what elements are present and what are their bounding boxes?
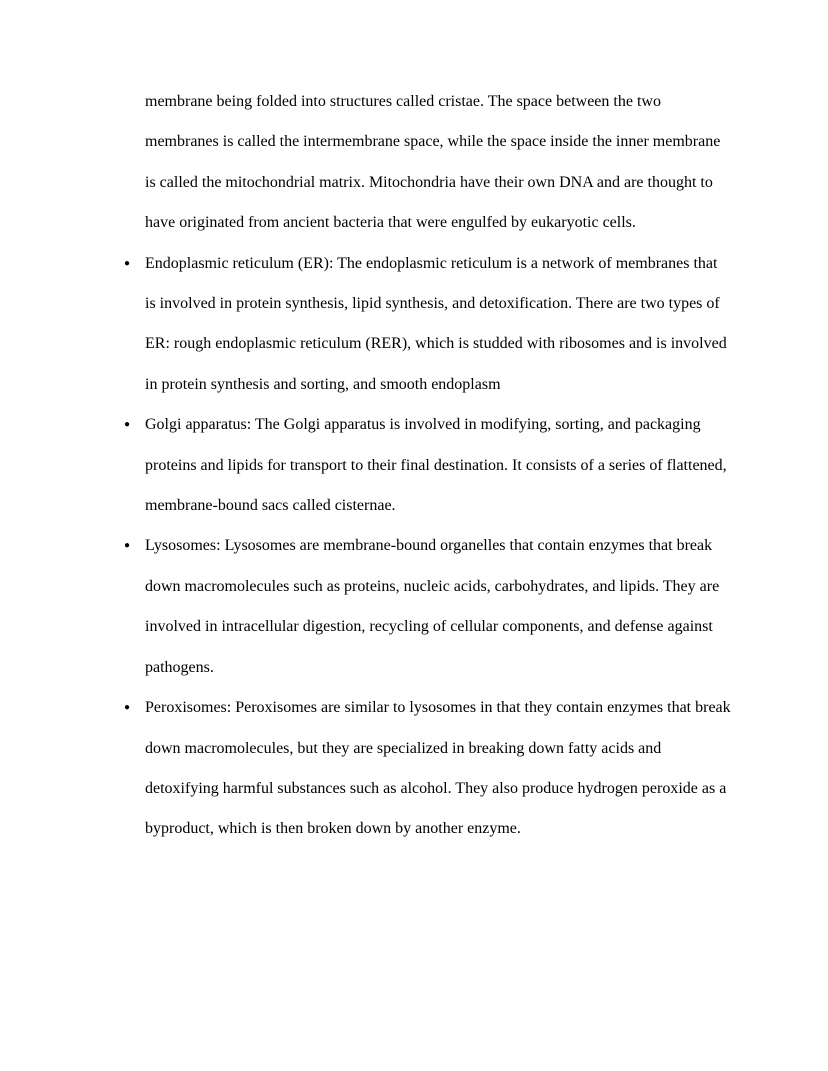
- bullet-icon: ●: [124, 257, 131, 269]
- bullet-icon: ●: [124, 540, 131, 552]
- bullet-icon: ●: [124, 702, 131, 714]
- list-item-text: Endoplasmic reticulum (ER): The endoplasmic reticulum is a network of membranes that is involved in protein synthesis, lipid synthesis, and detoxification. There are two types of ER: rough endoplasmic reticulum (RER), which is studded with ribosomes and is involved in protein synthesis and sorting, and smooth endoplasm: [145, 254, 727, 393]
- list-item-golgi-apparatus: [124, 405, 731, 526]
- list-item-peroxisomes: [124, 688, 731, 850]
- document-body: [124, 82, 731, 850]
- list-item-text: Peroxisomes: Peroxisomes are similar to lysosomes in that they contain enzymes that break down macromolecules, but they are specialized in breaking down fatty acids and detoxifying harmful substances such as alcohol. They also produce hydrogen peroxide as a byproduct, which is then broken down by another enzyme.: [145, 699, 731, 838]
- list-item-endoplasmic-reticulum: [124, 244, 731, 406]
- bullet-icon: ●: [124, 419, 131, 431]
- list-item-lysosomes: [124, 526, 731, 688]
- paragraph-continuation: [145, 82, 731, 244]
- list-item-text: Golgi apparatus: The Golgi apparatus is involved in modifying, sorting, and packaging proteins and lipids for transport to their final destination. It consists of a series of flattened, membrane-bound sacs called cisternae.: [145, 416, 727, 515]
- list-item-text: Lysosomes: Lysosomes are membrane-bound organelles that contain enzymes that break down macromolecules such as proteins, nucleic acids, carbohydrates, and lipids. They are involved in intracellular digestion, recycling of cellular components, and defense against pathogens.: [145, 537, 720, 676]
- paragraph-text: membrane being folded into structures called cristae. The space between the two membranes is called the intermembrane space, while the space inside the inner membrane is called the mitochondrial matrix. Mitochondria have their own DNA and are thought to have originated from ancient bacteria that were engulfed by eukaryotic cells.: [145, 93, 721, 232]
